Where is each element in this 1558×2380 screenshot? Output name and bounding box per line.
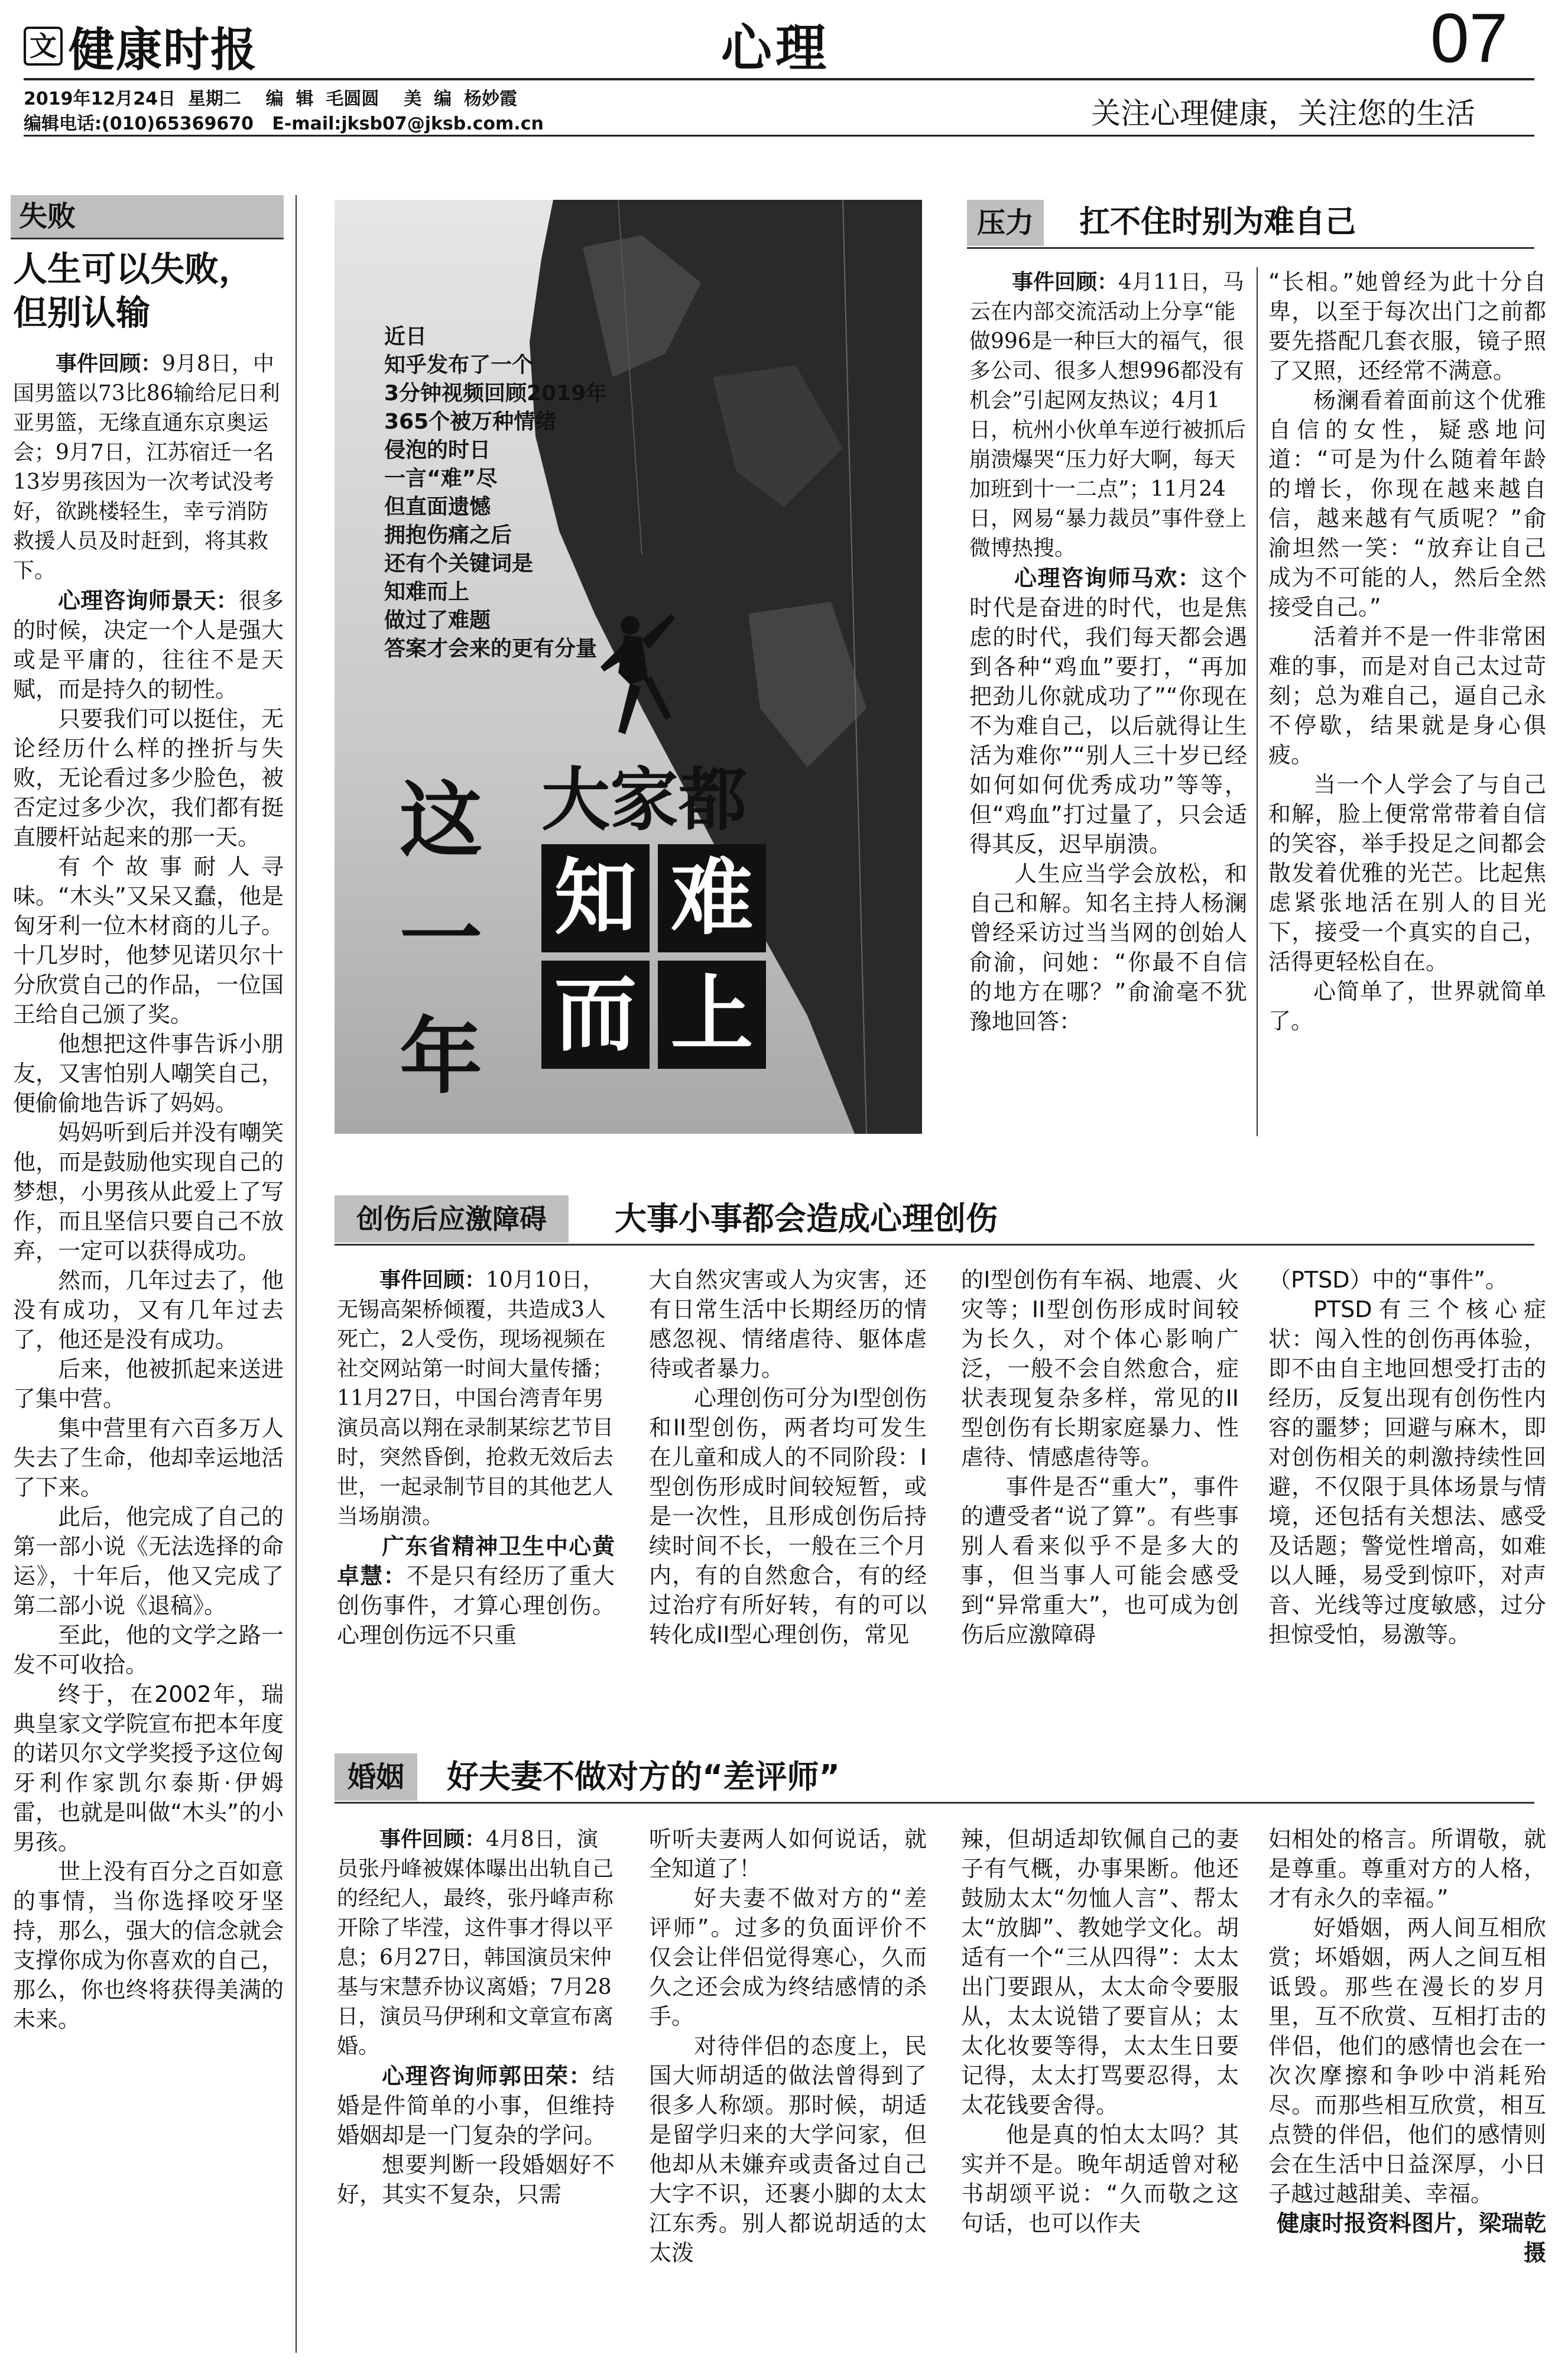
big-char: 一	[400, 890, 483, 987]
body-paragraph: 活着并不是一件非常困难的事，而是对自己太过苛刻；总为难自己，逼自己永不停歇，结果就是身心俱疲。	[1268, 624, 1546, 768]
body-paragraph: 然而，几年过去了，他没有成功，又有几年过去了，他还是没有成功。	[13, 1267, 284, 1353]
intro-line: 365个被万种情绪	[384, 410, 557, 434]
event-review	[337, 1265, 615, 1532]
big-headline-vertical	[400, 761, 482, 1116]
body-paragraph: 对待伴侣的态度上，民国大师胡适的做法曾得到了很多人称颂。那时候，胡适是留学归来的大学问家，但他却从未嫌弃或责备过自己大字不识，还裹小脚的太太江东秀。别人都说胡适的太太泼	[649, 2033, 927, 2266]
body-paragraph: 人生应当学会放松，和自己和解。知名主持人杨澜曾经采访过当当网的创始人俞渝，问她：“你最不自信的地方在哪？”俞渝毫不犹豫地回答：	[969, 861, 1247, 1035]
big-box-char: 而	[541, 961, 650, 1069]
marriage-col-2	[649, 1824, 927, 2368]
big-headline-boxes	[541, 844, 766, 1069]
body-paragraph: 心简单了，世界就简单了。	[1268, 978, 1546, 1034]
big-box-char: 上	[658, 961, 766, 1069]
body-paragraph: 好婚姻，两人间互相欣赏；坏婚姻，两人之间互相诋毁。那些在漫长的岁月里，互不欣赏、互相打击的伴侣，他们的感情也会在一次次摩擦和争吵中消耗殆尽。而那些相互欣赏，相互点赞的伴侣，他们的感情则会在生活中日益深厚，小日子越过越甜美、幸福。	[1268, 1915, 1546, 2207]
body-paragraph: 这个时代是奋进的时代，也是焦虑的时代，我们每天都会遇到各种“鸡血”要打，“再加把劲儿你就成功了”“你现在不为难自己，以后就得让生活为难你”“别人三十岁已经如何如何优秀成功”等等，但“鸡血”打过量了，只会适得其反，迟早崩溃。	[969, 565, 1247, 857]
slogan: 关注心理健康，关注您的生活	[1091, 96, 1475, 131]
body-paragraph: 后来，他被抓起来送进了集中营。	[13, 1356, 284, 1412]
feature-intro	[384, 323, 607, 663]
intro-line: 还有个关键词是	[384, 552, 534, 576]
big-char: 年	[400, 1009, 483, 1105]
event-review	[969, 267, 1247, 563]
intro-line: 做过了难题	[384, 608, 491, 633]
page-number: 07	[1430, 0, 1508, 77]
body-paragraph: 事件是否“重大”，事件的遭受者“说了算”。有些事别人看来似乎不是多大的事，但当事人可能会感受到“异常重大”，也可成为创伤后应激障碍	[961, 1474, 1239, 1648]
body-paragraph: 妈妈听到后并没有嘲笑他，而是鼓励他实现自己的梦想，小男孩从此爱上了写作，而且坚信只要自己不放弃，一定可以获得成功。	[13, 1120, 284, 1264]
body-paragraph: 想要判断一段婚姻好不好，其实不复杂，只需	[337, 2152, 615, 2207]
body-paragraph: 终于，在2002年，瑞典皇家文学院宣布把本年度的诺贝尔文学奖授予这位匈牙利作家凯尔泰斯·伊姆雷，也就是叫做“木头”的小男孩。	[13, 1681, 284, 1855]
intro-line: 3分钟视频回顾2019年	[384, 381, 608, 406]
column-divider	[1257, 267, 1258, 1136]
body-paragraph: 此后，他完成了自己的第一部小说《无法选择的命运》，十年后，他又完成了第二部小说《退稿》。	[13, 1504, 284, 1619]
body-paragraph: 他是真的怕太太吗？其实并不是。晚年胡适曾对秘书胡颂平说：“久而敬之这句话，也可以作夫	[961, 2122, 1239, 2236]
intro-line: 但直面遗憾	[384, 495, 491, 519]
trauma-col-1	[337, 1265, 615, 1714]
expert-paragraph	[969, 563, 1247, 859]
article-title: 人生可以失败， 但别认输	[13, 249, 254, 333]
feature-photo	[335, 200, 922, 1134]
pressure-col-1	[969, 267, 1247, 1142]
section-tag-pressure: 压力	[967, 200, 1044, 246]
event-label: 事件回顾：	[379, 1827, 486, 1852]
column-divider	[296, 195, 297, 2353]
photo-credit: 健康时报资料图片，梁瑞乾摄	[1276, 2210, 1546, 2266]
body-paragraph: 的I型创伤有车祸、地震、火灾等；II型创伤形成时间较为长久，对个体心影响广泛，一般不会自然愈合，症状表现复杂多样，常见的II型创伤有长期家庭暴力、性虐待、情感虐待等。	[961, 1267, 1239, 1470]
tag-underline	[11, 238, 284, 239]
title-rule	[967, 247, 1534, 249]
trauma-col-4	[1268, 1265, 1546, 1714]
intro-line: 一言“难”尽	[384, 466, 498, 491]
body-paragraph: “长相。”她曾经为此十分自卑，以至于每次出门之前都要先搭配几套衣服，镜子照了又照，还经常不满意。	[1268, 269, 1546, 384]
big-char: 这	[400, 772, 483, 869]
expert-paragraph	[13, 586, 284, 704]
contact-line: 编辑电话:(010)65369670 E-mail:jksb07@jksb.com.cn	[24, 114, 544, 134]
intro-line: 侵泡的时日	[384, 438, 491, 462]
section-name: 心理	[721, 18, 830, 78]
body-paragraph: 当一个人学会了与自己和解，脸上便常常带着自信的笑容，举手投足之间都会散发着优雅的光芒。比起焦虑紧张地活在别人的目光下，接受一个真实的自己，活得更轻松自在。	[1268, 771, 1546, 975]
pressure-col-2	[1268, 267, 1546, 1142]
title-rule	[335, 1244, 1534, 1246]
body-paragraph: 妇相处的格言。所谓敬，就是尊重。尊重对方的人格，才有永久的幸福。”	[1268, 1826, 1546, 1911]
expert-label: 广东省精神卫生中心黄卓慧：	[337, 1533, 615, 1589]
intro-line: 拥抱伤痛之后	[384, 523, 512, 547]
event-review	[13, 349, 284, 586]
trauma-col-3	[961, 1265, 1239, 1714]
big-box-char: 知	[541, 844, 650, 952]
section-tag-failure: 失败	[11, 195, 284, 238]
section-tag-marriage: 婚姻	[335, 1753, 417, 1801]
body-paragraph: 杨澜看着面前这个优雅自信的女性，疑惑地问道：“可是为什么随着年龄的增长，你现在越来越自信，越来越有气质呢？”俞渝坦然一笑：“放弃让自己成为不可能的人，然后全然接受自己。”	[1268, 387, 1546, 620]
event-text: 4月11日，马云在内部交流活动上分享“能做996是一种巨大的福气，很多公司、很多人想996都没有机会”引起网友热议；4月1日，杭州小伙单车逆行被抓后崩溃爆哭“压力好大啊，每天加班到十一二点”；11月24日，网易“暴力裁员”事件登上微博热搜。	[969, 270, 1247, 560]
body-paragraph: PTSD有三个核心症状：闯入性的创伤再体验，即不由自主地回想受打击的经历，反复出现有创伤性内容的噩梦；回避与麻木，即对创伤相关的刺激持续性回避，不仅限于具体场景与情境，还包括有关想法、感受及话题；警觉性增高，如难以人睡，易受到惊吓，对声音、光线等过度敏感，过分担惊受怕，易激等。	[1268, 1296, 1546, 1648]
date-line: 2019年12月24日 星期二 编 辑 毛圆圆 美 编 杨妙霞	[24, 89, 517, 109]
event-label: 事件回顾：	[1012, 270, 1119, 294]
marriage-col-4	[1268, 1824, 1546, 2368]
body-paragraph: 有个故事耐人寻味。“木头”又呆又蠢，他是匈牙利一位木材商的儿子。十几岁时，他梦见诺贝尔十分欣赏自己的作品，一位国王给自己颁了奖。	[13, 854, 284, 1027]
trauma-col-2	[649, 1265, 927, 1714]
article-title: 扛不住时别为难自己	[1079, 205, 1356, 240]
title-rule	[335, 1802, 1534, 1804]
big-headline-top: 大家都	[541, 760, 747, 840]
event-label: 事件回顾：	[379, 1267, 486, 1292]
expert-label: 心理咨询师马欢：	[1014, 565, 1202, 591]
body-paragraph: 听听夫妻两人如何说话，就全知道了！	[649, 1826, 927, 1882]
body-paragraph: 集中营里有六百多万人失去了生命，他却幸运地活了下来。	[13, 1415, 284, 1500]
expert-paragraph	[337, 2061, 615, 2150]
event-label: 事件回顾：	[56, 351, 163, 376]
paper-name: 健康时报	[69, 23, 258, 77]
body-paragraph: 心理创伤可分为I型创伤和II型创伤，两者均可发生在儿童和成人的不同阶段：I型创伤形成时间较短暂，或是一次性，且形成创伤后持续时间不长，一般在三个月内，有的自然愈合，有的经过治疗有所好转，有的可以转化成II型心理创伤，常见	[649, 1385, 927, 1648]
body-paragraph: （PTSD）中的“事件”。	[1268, 1267, 1508, 1293]
body-paragraph: 很多的时候，决定一个人是强大或是平庸的，往往不是天赋，而是持久的韧性。	[13, 588, 284, 702]
body-paragraph: 他想把这件事告诉小朋友，又害怕别人嘲笑自己，便偷偷地告诉了妈妈。	[13, 1031, 284, 1116]
intro-line: 近日	[384, 325, 427, 349]
article-title: 大事小事都会造成心理创伤	[615, 1200, 998, 1237]
big-box-char: 难	[658, 844, 766, 952]
paper-logo	[24, 13, 258, 79]
header-rule	[24, 78, 1534, 80]
event-text: 4月8日，演员张丹峰被媒体曝出出轨自己的经纪人，最终，张丹峰声称开除了毕滢，这件事才得以平息；6月27日，韩国演员宋仲基与宋慧乔协议离婚；7月28日，演员马伊琍和文章宣布离婚。	[337, 1827, 614, 2058]
expert-label: 心理咨询师郭田荣：	[382, 2063, 592, 2089]
intro-line: 答案才会来的更有分量	[384, 637, 598, 661]
body-paragraph: 只要我们可以挺住，无论经历什么样的挫折与失败，无论看过多少脸色，被否定过多少次，我们都有挺直腰杆站起来的那一天。	[13, 706, 284, 850]
body-paragraph: 世上没有百分之百如意的事情，当你选择咬牙坚持，那么，强大的信念就会支撑你成为你喜欢的自己，那么，你也终将获得美满的未来。	[13, 1859, 284, 2032]
body-paragraph: 至此，他的文学之路一发不可收拾。	[13, 1622, 284, 1678]
intro-line: 知乎发布了一个	[384, 353, 534, 377]
event-review	[337, 1824, 615, 2061]
expert-paragraph	[337, 1532, 615, 1650]
event-text: 10月10日，无锡高架桥倾覆，共造成3人死亡，2人受伤，现场视频在社交网站第一时间大量传播；11月27日，中国台湾青年男演员高以翔在录制某综艺节目时，突然昏倒，抢救无效后去世，一起录制节目的其他艺人当场崩溃。	[337, 1268, 614, 1529]
event-text: 9月8日，中国男篮以73比86输给尼日利亚男篮，无缘直通东京奥运会；9月7日，江苏宿迁一名13岁男孩因为一次考试没考好，欲跳楼轻生，幸亏消防救援人员及时赶到，将其救下。	[13, 352, 280, 583]
marriage-col-3	[961, 1824, 1239, 2368]
body-paragraph: 辣，但胡适却钦佩自己的妻子有气概，办事果断。他还鼓励太太“勿恤人言”、帮太太“放脚”、教她学文化。胡适有一个“三从四得”：太太出门要跟从，太太命令要服从，太太说错了要盲从；太太化妆要等得，太太生日要记得，太太打骂要忍得，太太花钱要舍得。	[961, 1826, 1239, 2118]
article-title: 好夫妻不做对方的“差评师”	[447, 1758, 840, 1795]
intro-line: 知难而上	[384, 580, 470, 604]
header-bottom-rule	[24, 135, 1534, 137]
marriage-col-1	[337, 1824, 615, 2368]
left-body	[13, 349, 284, 2359]
section-tag-trauma: 创伤后应激障碍	[335, 1195, 569, 1243]
logo-mark: 文	[24, 27, 63, 66]
body-paragraph: 结婚是件简单的小事，但维持婚姻却是一门复杂的学问。	[337, 2063, 615, 2148]
body-paragraph: 大自然灾害或人为灾害，还有日常生活中长期经历的情感忽视、情绪虐待、躯体虐待或者暴力。	[649, 1267, 927, 1382]
expert-label: 心理咨询师景天：	[58, 588, 239, 614]
body-paragraph: 不是只有经历了重大创伤事件，才算心理创伤。心理创伤远不只重	[337, 1563, 615, 1648]
body-paragraph: 好夫妻不做对方的“差评师”。过多的负面评价不仅会让伴侣觉得寒心，久而久之还会成为终结感情的杀手。	[649, 1885, 927, 2029]
